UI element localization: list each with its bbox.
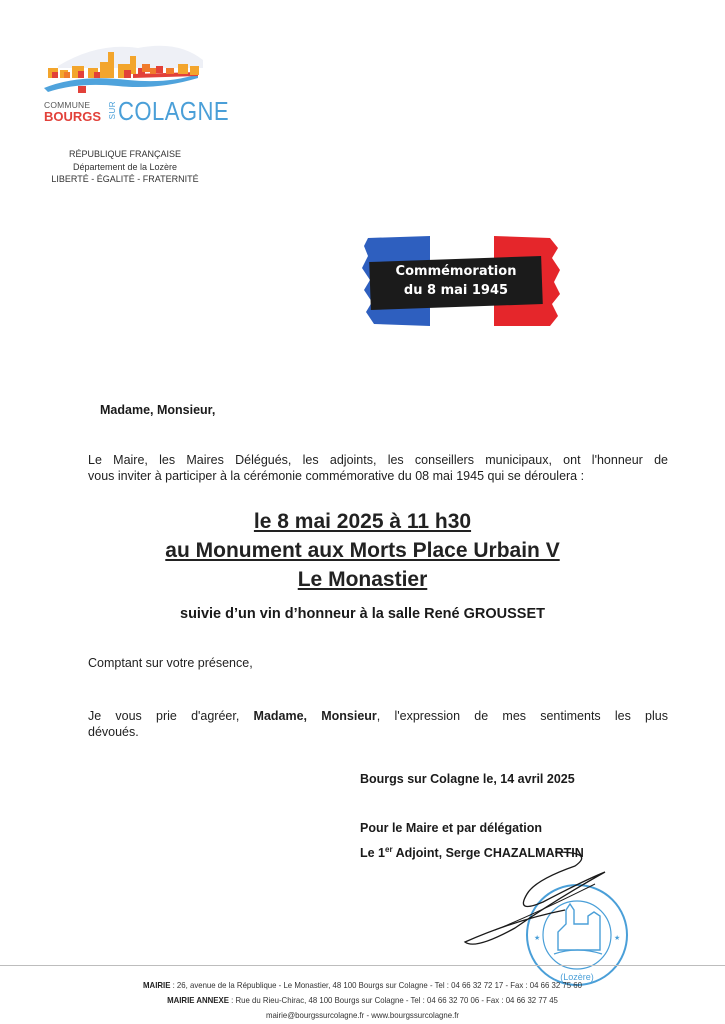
salutation: Madame, Monsieur, [100,403,216,417]
commune-logo [38,38,230,133]
footer-mairie [29,978,696,993]
svg-text:★: ★ [534,935,541,942]
delegation-line: Pour le Maire et par délégation [360,821,542,835]
footer-annexe [29,993,696,1008]
logo-colagne-text: COLAGNE [118,96,230,126]
closing-paragraph [88,709,668,740]
handwritten-signature [455,850,615,955]
logo-bourgs-text: BOURGS [44,109,102,124]
signature-scribble-icon [455,850,615,955]
stamp-lozere-text: (Lozère) [560,972,594,982]
logo-commune-text: COMMUNE [44,100,91,110]
logo-sur-text: SUR [108,101,117,120]
closing-bold: Madame, Monsieur [253,709,377,723]
mairie-address: : 26, avenue de la République - Le Monastier, 48 100 Bourgs sur Colagne - Tel : 04 66 32 72 17 - Fax : 04 66 32 75 60 [170,980,582,990]
signer-post: Adjoint, Serge CHAZALMARTIN [392,846,584,861]
place-date: Bourgs sur Colagne le, 14 avril 2025 [360,772,575,786]
intro-paragraph [88,453,668,484]
event-date-time: le 8 mai 2025 à 11 h30 [253,510,472,533]
signer-pre: Le 1 [360,846,386,861]
motto-line: LIBERTÉ - ÉGALITÉ - FRATERNITÉ [51,174,199,184]
mairie-label: MAIRIE [143,980,171,990]
signer-sup: er [385,845,393,854]
intro-line-1: Le Maire, les Maires Délégués, les adjoints, les conseillers municipaux, ont l'honneur de [88,453,668,467]
intro-line-2: vous inviter à participer à la cérémonie commémorative du 08 mai 1945 qui se déroulera : [88,468,585,483]
banner-line-1: Commémoration [395,264,517,279]
footer-contact [29,978,696,1023]
footer-divider [0,965,725,966]
svg-text:★: ★ [614,935,621,942]
event-town: Le Monastier [297,568,428,591]
closing-pre: Je vous prie d'agréer, [88,709,254,723]
closing-post: , l'expression de mes sentiments les plus [376,709,668,723]
annexe-address: : Rue du Rieu-Chirac, 48 100 Bourgs sur Colagne - Tel : 04 66 32 70 06 - Fax : 04 66 32 77 45 [228,995,558,1005]
banner-text [370,262,542,300]
commemoration-banner [360,232,565,330]
footer-email-web[interactable]: mairie@bourgssurcolagne.fr - www.bourgssurcolagne.fr [265,1010,460,1020]
annexe-label: MAIRIE ANNEXE [167,995,229,1005]
closing-line-1 [88,709,668,725]
department-line: Département de la Lozère [72,161,178,172]
comptant-line: Comptant sur votre présence, [88,656,253,670]
reception-note: suivie d’un vin d’honneur à la salle René GROUSSET [180,606,545,622]
republic-heading [40,148,210,186]
banner-line-2: du 8 mai 1945 [403,283,509,298]
republic-line: RÉPUBLIQUE FRANÇAISE [68,149,182,159]
event-location: au Monument aux Morts Place Urbain V [165,539,560,562]
town-skyline-icon [38,38,213,98]
closing-line-2: dévoués. [88,724,139,739]
